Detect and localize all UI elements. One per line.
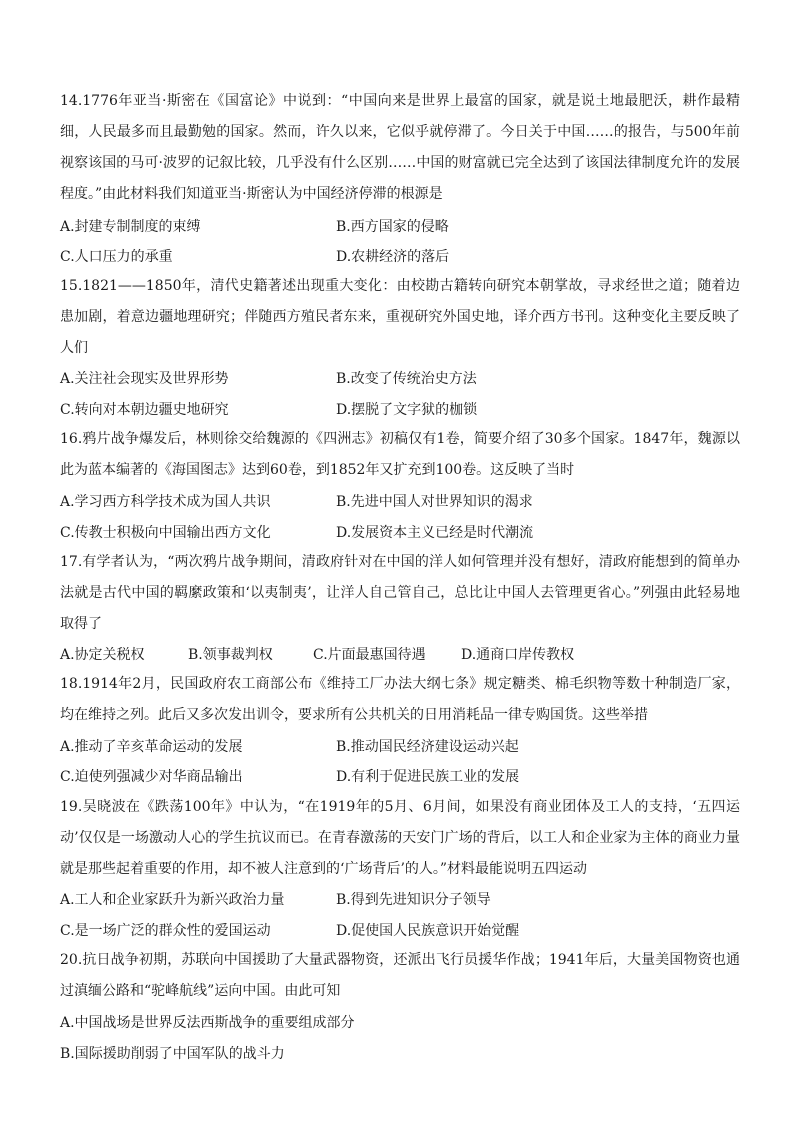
question-15-option-c: C.转向对本朝边疆史地研究 bbox=[60, 402, 229, 418]
question-18-option-a: A.推动了辛亥革命运动的发展 bbox=[60, 739, 243, 755]
question-18-option-c: C.迫使列强减少对华商品输出 bbox=[60, 769, 243, 785]
question-17-stem: 17.有学者认为，“两次鸦片战争期间，清政府针对在中国的洋人如何管理并没有想好，清政府能想到的简单办法就是古代中国的羁縻政策和‘以夷制夷’，让洋人自己管自己，总比让中国人去管理更省心。”列强由此轻易地取得了 bbox=[60, 554, 740, 632]
question-14-stem: 14.1776年亚当·斯密在《国富论》中说到：“中国向来是世界上最富的国家，就是说土地最肥沃，耕作最精细，人民最多而且最勤勉的国家。然而，许久以来，它似乎就停滞了。今日关于中国……的报告，与500年前视察该国的马可·波罗的记叙比较，几乎没有什么区别……中国的财富就已完全达到了该国法律制度允许的发展程度。”由此材料我们知道亚当·斯密认为中国经济停滞的根源是 bbox=[60, 93, 740, 202]
question-16-option-c: C.传教士积极向中国输出西方文化 bbox=[60, 525, 271, 541]
question-15-option-b: B.改变了传统治史方法 bbox=[336, 371, 477, 387]
question-14-option-a: A.封建专制制度的束缚 bbox=[60, 219, 201, 235]
question-14-option-c: C.人口压力的承重 bbox=[60, 249, 173, 265]
question-14-option-d: D.农耕经济的落后 bbox=[336, 249, 450, 265]
question-20-stem: 20.抗日战争初期，苏联向中国援助了大量武器物资，还派出飞行员援华作战；1941年后，大量美国物资也通过滇缅公路和“驼峰航线”运向中国。由此可知 bbox=[60, 952, 740, 999]
question-17-option-d: D.通商口岸传教权 bbox=[461, 647, 575, 663]
question-17-option-b: B.领事裁判权 bbox=[188, 647, 273, 663]
question-17-option-a: A.协定关税权 bbox=[60, 647, 145, 663]
question-16-option-a: A.学习西方科学技术成为国人共识 bbox=[60, 494, 271, 510]
question-19-option-b: B.得到先进知识分子领导 bbox=[336, 892, 491, 908]
question-15-option-a: A.关注社会现实及世界形势 bbox=[60, 371, 229, 387]
question-19-option-a: A.工人和企业家跃升为新兴政治力量 bbox=[60, 892, 285, 908]
question-19-stem: 19.吴晓波在《跌荡100年》中认为，“在1919年的5月、6月间，如果没有商业团体及工人的支持，‘五四运动’仅仅是一场激动人心的学生抗议而已。在青春激荡的天安门广场的背后，以工人和企业家为主体的商业力量就是那些起着重要的作用，却不被人注意到的‘广场背后’的人。”材料最能说明五四运动 bbox=[60, 799, 740, 877]
question-20-option-a: A.中国战场是世界反法西斯战争的重要组成部分 bbox=[60, 1015, 355, 1031]
question-19-option-c: C.是一场广泛的群众性的爱国运动 bbox=[60, 923, 271, 939]
question-16-stem: 16.鸦片战争爆发后，林则徐交给魏源的《四洲志》初稿仅有1卷，简要介绍了30多个国家。1847年，魏源以此为蓝本编著的《海国图志》达到60卷，到1852年又扩充到100卷。这反映了当时 bbox=[60, 431, 740, 478]
question-18-option-b: B.推动国民经济建设运动兴起 bbox=[336, 739, 519, 755]
question-16-option-b: B.先进中国人对世界知识的渴求 bbox=[336, 494, 533, 510]
question-14-option-b: B.西方国家的侵略 bbox=[336, 219, 449, 235]
question-19-option-d: D.促使国人民族意识开始觉醒 bbox=[336, 923, 520, 939]
question-18-stem: 18.1914年2月，民国政府农工商部公布《维持工厂办法大纲七条》规定糖类、棉毛织物等数十种制造厂家，均在维持之列。此后又多次发出训令，要求所有公共机关的日用消耗品一律专购国货。这些举措 bbox=[60, 676, 740, 723]
question-18-option-d: D.有利于促进民族工业的发展 bbox=[336, 769, 520, 785]
question-15-option-d: D.摆脱了文字狱的枷锁 bbox=[336, 402, 478, 418]
question-17-option-c: C.片面最惠国待遇 bbox=[313, 647, 426, 663]
question-20-option-b: B.国际援助削弱了中国军队的战斗力 bbox=[60, 1046, 285, 1062]
question-16-option-d: D.发展资本主义已经是时代潮流 bbox=[336, 525, 534, 541]
question-15-stem: 15.1821——1850年，清代史籍著述出现重大变化：由校勘古籍转向研究本朝掌故，寻求经世之道；随着边患加剧，着意边疆地理研究；伴随西方殖民者东来，重视研究外国史地，译介西方书刊。这种变化主要反映了人们 bbox=[60, 278, 740, 356]
